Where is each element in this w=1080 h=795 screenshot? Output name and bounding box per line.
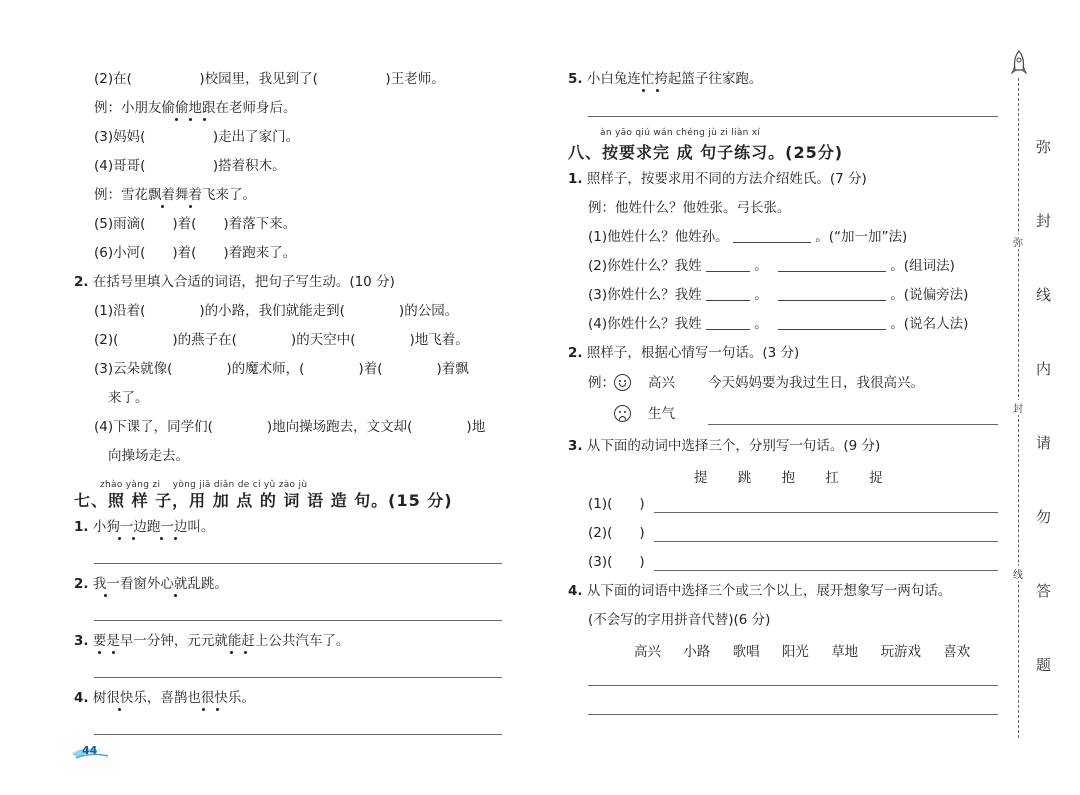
emphasis-dot — [244, 651, 247, 654]
rocket-icon — [1010, 50, 1028, 78]
q5-line — [568, 70, 762, 88]
r3-slot-2: (2)( ) — [588, 525, 645, 541]
word-option: 歌唱 — [732, 644, 760, 660]
answer-blank[interactable] — [706, 287, 750, 301]
q1-example-1: 例：小朋友偷偷地跟在老师身后。 — [94, 100, 297, 116]
r2-heading — [568, 344, 799, 362]
emphasis-dot — [174, 537, 177, 540]
word-option: 玩游戏 — [880, 644, 921, 660]
emphasis-dot — [189, 118, 192, 121]
sec8-pinyin: àn yāo qiú wán chéng jù zi liàn xí — [600, 128, 761, 138]
q2-line-4: (4)下课了，同学们( )地向操场跑去，文文却( )地 — [94, 419, 486, 435]
emphasis-dot — [118, 537, 121, 540]
r1-example: 例：他姓什么？他姓张。弓长张。 — [588, 200, 791, 216]
answer-line[interactable] — [654, 541, 998, 542]
seal-small-char: 线 — [1013, 566, 1023, 581]
answer-line[interactable] — [94, 563, 502, 564]
seal-char: 弥 — [1036, 138, 1052, 156]
answer-blank[interactable] — [733, 229, 811, 243]
q1-line-3: (3)妈妈( )走出了家门。 — [94, 129, 300, 145]
r2-angry-word: 生气 — [648, 406, 675, 422]
item-number: 2. — [568, 345, 583, 361]
emphasis-dot — [203, 118, 206, 121]
seal-char: 题 — [1036, 656, 1052, 674]
q1-example-2: 例：雪花飘着舞着飞来了。 — [94, 187, 256, 203]
emphasis-dot — [161, 205, 164, 208]
item-title: 从下面的词语中选择三个或三个以上，展开想象写一两句话。 — [586, 583, 952, 599]
q2-heading — [74, 273, 395, 291]
q2-line-4-cont: 向操场走去。 — [108, 448, 189, 464]
emphasis-dot — [174, 594, 177, 597]
emphasis-dot — [132, 537, 135, 540]
answer-blank[interactable] — [778, 258, 886, 272]
item-number: 2. — [74, 576, 89, 592]
emphasis-dot — [656, 89, 659, 92]
q2-line-3-cont: 来了。 — [108, 390, 149, 406]
line-prefix: (4)你姓什么？我姓 — [588, 316, 702, 332]
sec8-title: 八、按要求完 成 句子练习。(25分) — [568, 143, 844, 162]
r3-heading — [568, 437, 880, 455]
q1-line-6: (6)小河( )着( )着跑来了。 — [94, 245, 297, 261]
answer-blank[interactable] — [778, 316, 886, 330]
answer-line[interactable] — [94, 734, 502, 735]
line-suffix: 。(组词法) — [890, 258, 955, 274]
line-prefix: (1)他姓什么？他姓孙。 — [588, 229, 729, 245]
item-text: 小白兔连忙挎起篮子往家跑。 — [586, 71, 763, 87]
line-prefix: (2)你姓什么？我姓 — [588, 258, 702, 274]
item-number: 4. — [568, 583, 583, 599]
sec7-item-3 — [74, 632, 349, 650]
r3-slot-3: (3)( ) — [588, 554, 645, 570]
line-mid: 。 — [754, 316, 768, 332]
verb-option: 捉 — [869, 470, 883, 486]
line-mid: 。 — [754, 258, 768, 274]
item-text: 我一看窗外心就乱跳。 — [92, 576, 228, 592]
r2-happy-sentence: 今天妈妈要为我过生日，我很高兴。 — [708, 375, 924, 391]
line-mid: 。 — [754, 287, 768, 303]
q2-line-3: (3)云朵就像( )的魔术师，( )着( )着飘 — [94, 361, 469, 377]
r1-line-1 — [588, 228, 907, 246]
q1-line-4: (4)哥哥( )搭着积木。 — [94, 158, 286, 174]
emphasis-dot — [175, 118, 178, 121]
r3-verb-list — [694, 466, 909, 486]
seal-char: 勿 — [1036, 508, 1052, 526]
emphasis-dot — [642, 89, 645, 92]
sec7-title: 七、照 样 子，用 加 点 的 词 语 造 句。(15 分) — [74, 491, 453, 510]
item-number: 3. — [568, 438, 583, 454]
item-title: 从下面的动词中选择三个，分别写一句话。(9 分) — [586, 438, 881, 454]
r4-subtitle: (不会写的字用拼音代替)(6 分) — [588, 612, 771, 628]
q2-line-2: (2)( )的燕子在( )的天空中( )地飞着。 — [94, 332, 469, 348]
r1-heading — [568, 170, 867, 188]
seal-char: 答 — [1036, 582, 1052, 600]
emphasis-dot — [202, 708, 205, 711]
answer-line[interactable] — [708, 424, 998, 425]
answer-blank[interactable] — [706, 316, 750, 330]
q2-number: 2. — [74, 274, 89, 290]
line-prefix: (3)你姓什么？我姓 — [588, 287, 702, 303]
item-number: 5. — [568, 71, 583, 87]
page-number-badge — [70, 742, 110, 762]
r1-line-2 — [588, 257, 955, 275]
answer-line[interactable] — [94, 620, 502, 621]
line-suffix: 。(说名人法) — [890, 316, 969, 332]
emphasis-dot — [104, 594, 107, 597]
r4-heading — [568, 582, 951, 600]
r2-example-prefix: 例： — [588, 375, 615, 391]
answer-line[interactable] — [654, 512, 998, 513]
emphasis-dot — [160, 537, 163, 540]
seal-small-char: 封 — [1013, 400, 1023, 415]
word-option: 阳光 — [781, 644, 809, 660]
word-option: 草地 — [831, 644, 859, 660]
item-number: 3. — [74, 633, 89, 649]
line-suffix: 。(“加一加”法) — [815, 229, 908, 245]
word-option: 小路 — [683, 644, 711, 660]
answer-line[interactable] — [588, 116, 998, 117]
item-title: 照样子，按要求用不同的方法介绍姓氏。(7 分) — [586, 171, 867, 187]
r1-line-3 — [588, 286, 968, 304]
answer-blank[interactable] — [778, 287, 886, 301]
seal-small-char: 弥 — [1013, 234, 1023, 249]
item-number: 4. — [74, 690, 89, 706]
page-number: 44 — [82, 744, 98, 757]
verb-option: 提 — [694, 470, 708, 486]
verb-option: 跳 — [737, 470, 752, 486]
word-option: 高兴 — [634, 644, 661, 660]
answer-line[interactable] — [94, 677, 502, 678]
emphasis-dot — [118, 708, 121, 711]
q1-line-2: (2)在( )校园里，我见到了( )王老师。 — [94, 71, 445, 87]
sec7-item-1 — [74, 518, 214, 536]
item-number: 1. — [568, 171, 583, 187]
sec7-item-2 — [74, 575, 228, 593]
r1-line-4 — [588, 315, 968, 333]
item-text: 小狗一边跑一边叫。 — [92, 519, 215, 535]
emphasis-dot — [98, 651, 101, 654]
q2-title: 在括号里填入合适的词语，把句子写生动。(10 分) — [92, 274, 395, 290]
r2-happy-word: 高兴 — [648, 375, 675, 391]
answer-blank[interactable] — [706, 258, 750, 272]
item-text: 要是早一分钟，元元就能赶上公共汽车了。 — [92, 633, 350, 649]
verb-option: 扛 — [825, 470, 839, 486]
smiley-face-icon — [614, 374, 631, 391]
seal-char: 线 — [1036, 286, 1052, 304]
verb-option: 抱 — [781, 470, 796, 486]
item-title: 照样子，根据心情写一句话。(3 分) — [586, 345, 800, 361]
seal-char: 封 — [1036, 212, 1052, 230]
answer-line[interactable] — [588, 685, 998, 686]
item-text: 树很快乐，喜鹊也很快乐。 — [92, 690, 255, 706]
sec7-item-4 — [74, 689, 255, 707]
seal-char: 请 — [1036, 434, 1052, 452]
emphasis-dot — [216, 708, 219, 711]
r3-slot-1: (1)( ) — [588, 496, 645, 512]
sec7-pinyin: zhào yàng zi yòng jiā diǎn de cí yǔ zào jù — [100, 480, 308, 490]
angry-face-icon — [614, 405, 631, 422]
answer-line[interactable] — [654, 570, 998, 571]
word-option: 喜欢 — [943, 644, 971, 660]
item-number: 1. — [74, 519, 89, 535]
r4-word-list — [634, 640, 970, 660]
emphasis-dot — [230, 651, 233, 654]
line-suffix: 。(说偏旁法) — [890, 287, 969, 303]
answer-line[interactable] — [588, 714, 998, 715]
q1-line-5: (5)雨滴( )着( )着落下来。 — [94, 216, 297, 232]
emphasis-dot — [189, 205, 192, 208]
seal-char: 内 — [1036, 360, 1052, 378]
emphasis-dot — [112, 651, 115, 654]
q2-line-1: (1)沿着( )的小路，我们就能走到( )的公园。 — [94, 303, 459, 319]
